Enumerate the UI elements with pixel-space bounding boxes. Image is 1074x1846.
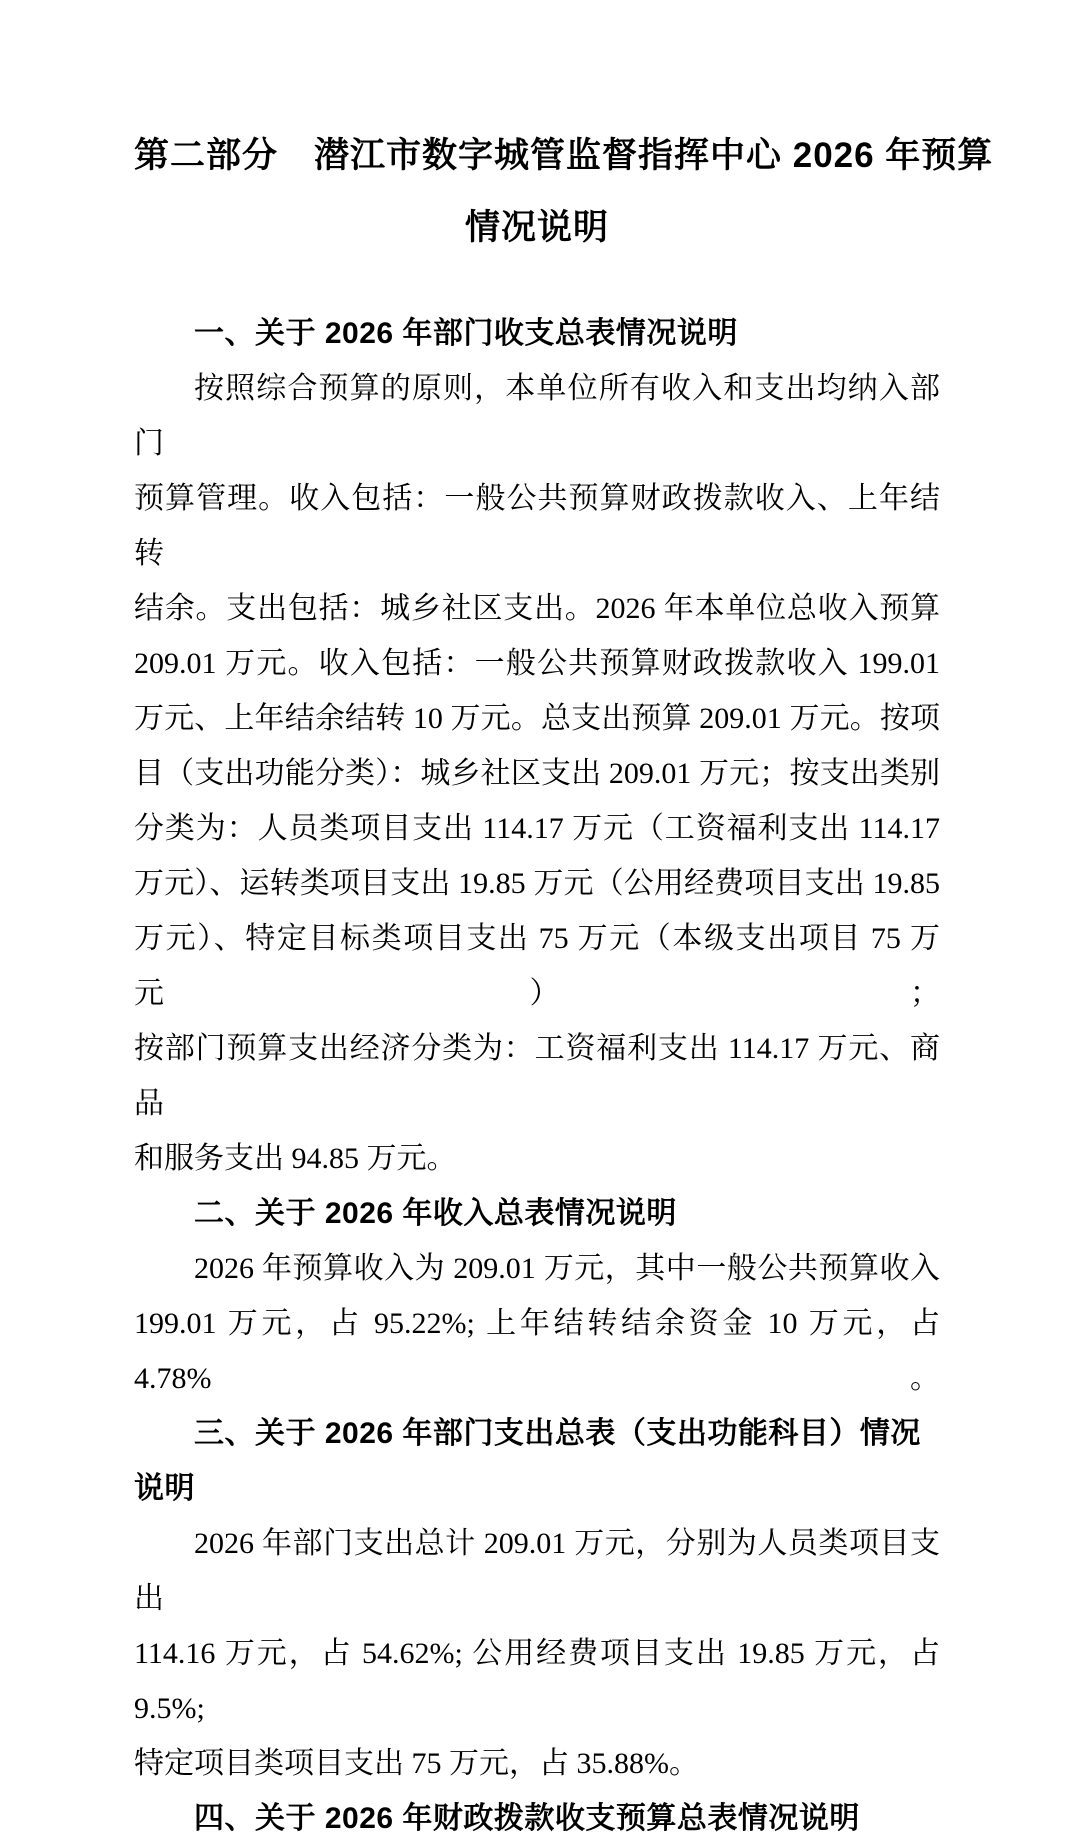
body-line: 目（支出功能分类）：城乡社区支出 209.01 万元；按支出类别 (134, 757, 940, 790)
section-1 (134, 306, 940, 1186)
body-line: 按部门预算支出经济分类为：工资福利支出 114.17 万元、商品 (134, 1032, 940, 1120)
section-2-heading: 二、关于 2026 年收入总表情况说明 (194, 1197, 677, 1230)
document-title-line-1: 第二部分 潜江市数字城管监督指挥中心 2026 年预算 (134, 136, 994, 175)
section-1-heading: 一、关于 2026 年部门收支总表情况说明 (194, 317, 738, 350)
section-4-heading: 四、关于 2026 年财政拨款收支预算总表情况说明 (194, 1802, 860, 1835)
section-4 (134, 1791, 940, 1846)
document-content (134, 120, 994, 1846)
body-line: 114.16 万元，占 54.62%; 公用经费项目支出 19.85 万元，占 9.5%; (134, 1637, 940, 1725)
body-line: 按照综合预算的原则，本单位所有收入和支出均纳入部门 (134, 372, 940, 460)
section-2 (134, 1186, 940, 1406)
body-line: 199.01 万元，占 95.22%; 上年结转结余资金 10 万元，占 4.78%。 (134, 1307, 940, 1395)
section-3-heading: 三、关于 2026 年部门支出总表（支出功能科目）情况说明 (134, 1417, 921, 1505)
document-title-line-2: 情况说明 (464, 208, 609, 247)
document-title (134, 120, 994, 264)
body-line: 特定项目类项目支出 75 万元，占 35.88%。 (134, 1747, 699, 1780)
body-line: 万元）、特定目标类项目支出 75 万元（本级支出项目 75 万元）； (134, 922, 940, 1010)
body-line: 和服务支出 94.85 万元。 (134, 1142, 457, 1175)
body-line: 209.01 万元。收入包括：一般公共预算财政拨款收入 199.01 (134, 647, 940, 680)
body-line: 预算管理。收入包括：一般公共预算财政拨款收入、上年结转 (134, 482, 940, 570)
body-line: 万元、上年结余结转 10 万元。总支出预算 209.01 万元。按项 (134, 702, 940, 735)
body-line: 万元）、运转类项目支出 19.85 万元（公用经费项目支出 19.85 (134, 867, 940, 900)
body-line: 分类为：人员类项目支出 114.17 万元（工资福利支出 114.17 (134, 812, 940, 845)
body-line: 2026 年预算收入为 209.01 万元，其中一般公共预算收入 (194, 1252, 940, 1285)
section-3 (134, 1406, 940, 1791)
body-line: 结余。支出包括：城乡社区支出。2026 年本单位总收入预算 (134, 592, 940, 625)
body-line: 2026 年部门支出总计 209.01 万元，分别为人员类项目支出 (134, 1527, 940, 1615)
